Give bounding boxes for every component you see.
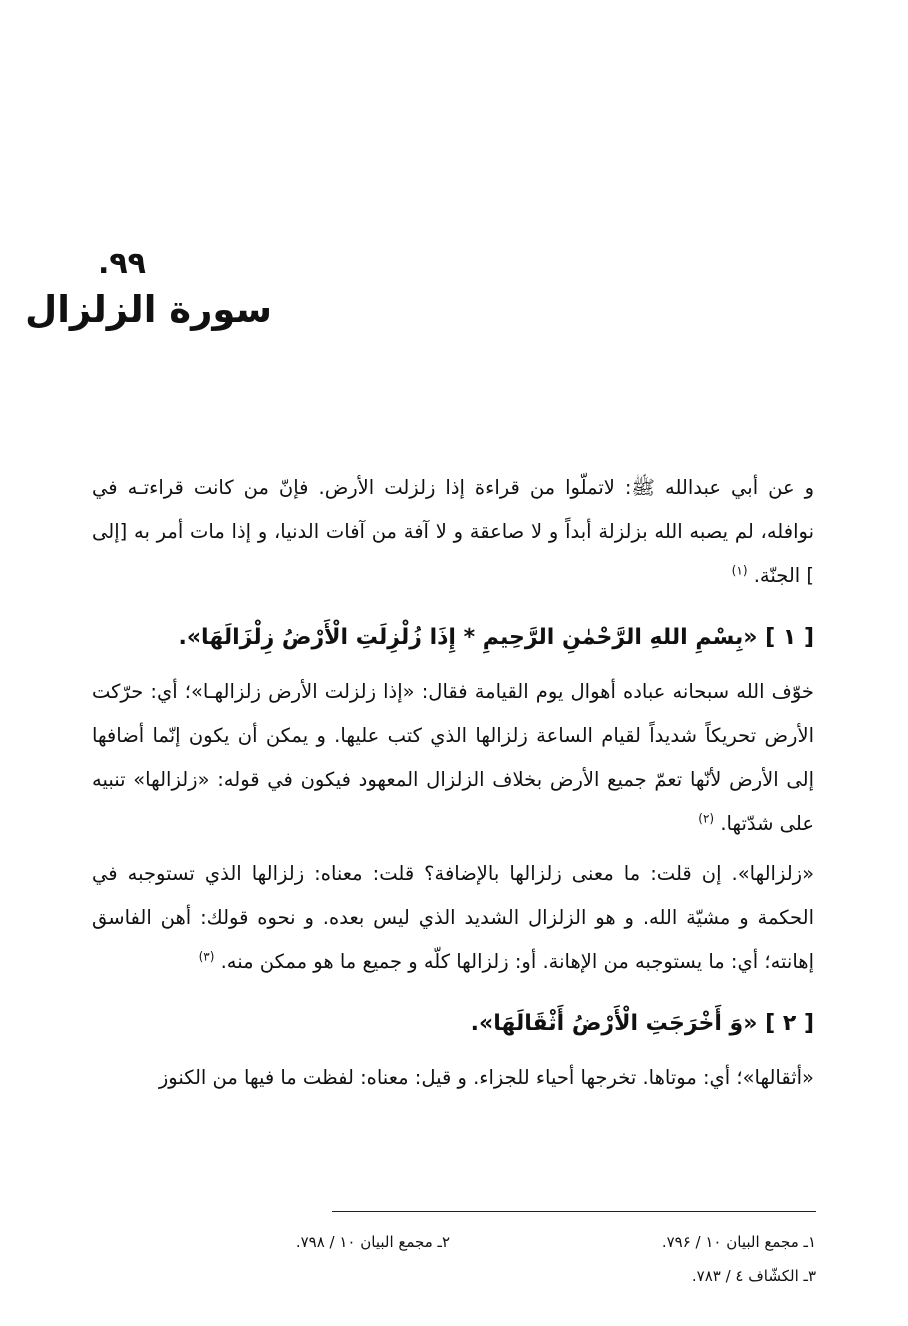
verse-2-number: [ ۲ ]	[765, 1011, 814, 1036]
verse-1-number: [ ۱ ]	[765, 625, 814, 650]
verse-2	[92, 990, 814, 1050]
sura-title: سورة الزلزال	[25, 288, 272, 331]
commentary-paragraph-2	[92, 852, 814, 984]
commentary-2-text: «زلزالها». إن قلت: ما معنى زلزالها بالإضافة؟ قلت: معناه: زلزالها الذي تستوجبه في الحكمة و مشيّة الله. و هو الزلزال الشديد الذي ليس بعده. و نحوه قولك: أهن الفاسق إهانته؛ أي: ما يستوجبه من الإهانة. أو: زلزالها كلّه و جميع ما هو ممكن منه.	[92, 862, 814, 973]
footnote-ref-3: (۳)	[198, 949, 215, 964]
footnote-divider	[332, 1211, 816, 1212]
page-body	[92, 466, 814, 1100]
footnote-1: ۱ـ مجمع البيان ۱۰ / ۷۹۶.	[661, 1233, 816, 1251]
verse-1-text: «بِسْمِ اللهِ الرَّحْمٰنِ الرَّحِيمِ * إِذَا زُلْزِلَتِ الْأَرْضُ زِلْزَالَهَا».	[178, 625, 758, 650]
intro-paragraph	[92, 466, 814, 598]
commentary-3-text: «أثقالها»؛ أي: موتاها. تخرجها أحياء للجزاء. و قيل: معناه: لفظت ما فيها من الكنوز	[158, 1066, 814, 1089]
footnote-3: ۳ـ الكشّاف ٤ / ۷۸۳.	[691, 1267, 816, 1285]
footnote-2: ۲ـ مجمع البيان ۱۰ / ۷۹۸.	[295, 1233, 450, 1251]
commentary-1-text: خوّف الله سبحانه عباده أهوال يوم القيامة فقال: «إذا زلزلت الأرض زلزالهـا»؛ أي: حرّكت الأرض تحريكاً شديداً لقيام الساعة زلزالها الذي كتب عليها. و يمكن أن يكون إنّما أضافها إلى الأرض لأنّها تعمّ جميع الأرض بخلاف الزلزال المعهود فيكون في قوله: «زلزالها» تنبيه على شدّتها.	[92, 680, 814, 835]
footnote-ref-2: (۲)	[698, 811, 715, 826]
footnote-ref-1: (۱)	[731, 563, 748, 578]
verse-1	[92, 604, 814, 664]
sura-number: ۹۹.	[97, 246, 146, 281]
commentary-paragraph-3	[92, 1056, 814, 1100]
verse-2-text: «وَ أَخْرَجَتِ الْأَرْضُ أَثْقَالَهَا».	[470, 1011, 758, 1036]
commentary-paragraph-1	[92, 670, 814, 846]
intro-text: و عن أبي عبدالله ﷺ: لاتملّوا من قراءة إذا زلزلت الأرض. فإنّ من كانت قراءتـه في نوافله، لم يصبه الله بزلزلة أبداً و لا صاعقة و لا آفة من آفات الدنيا، و إذا مات أمر به [إلى ] الجنّة.	[92, 476, 814, 587]
